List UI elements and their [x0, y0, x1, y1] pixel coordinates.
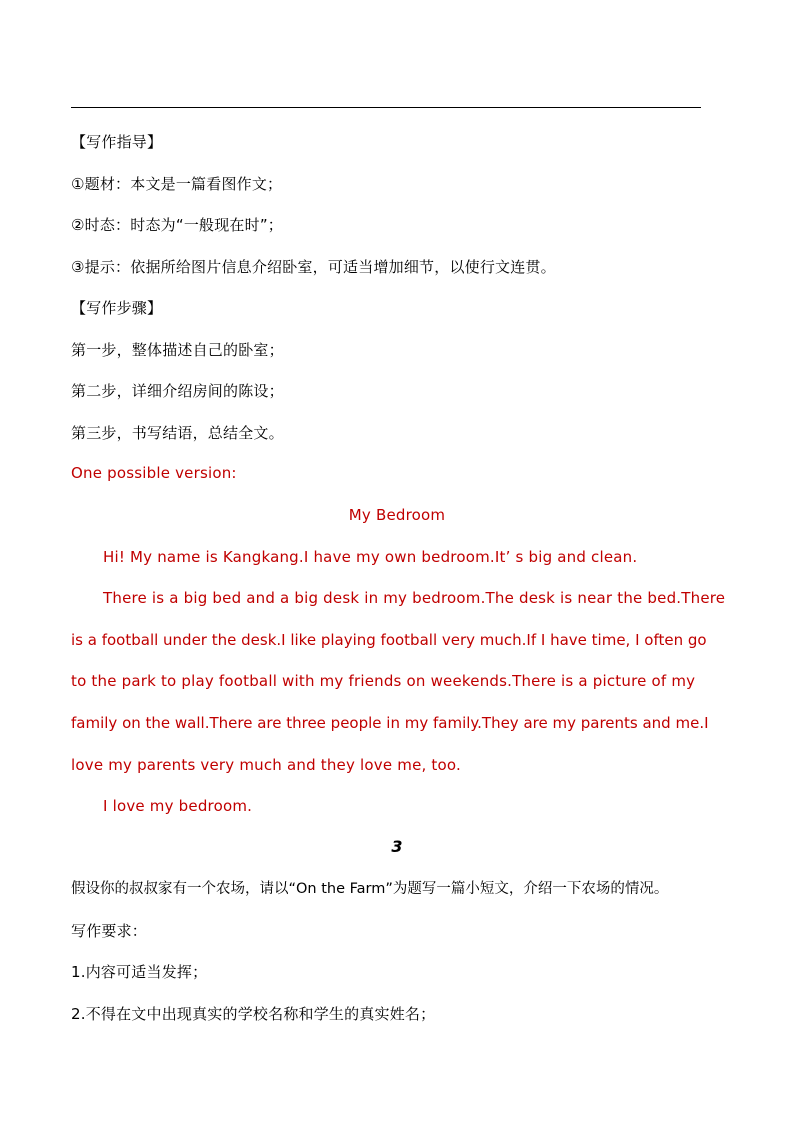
sample-line-5: family on the wall.There are three people in my family.They are my parents and me.I	[71, 714, 709, 732]
task-prompt: 假设你的叔叔家有一个农场，请以“On the Farm”为题写一篇小短文，介绍一下农场的情况。	[71, 881, 669, 897]
sample-line-4: to the park to play football with my friends on weekends.There is a picture of my	[71, 672, 696, 690]
sample-title: My Bedroom	[348, 506, 446, 524]
sample-line-7: I love my bedroom.	[103, 797, 253, 815]
sample-line-3: is a football under the desk.I like playing football very much.If I have time, I often go	[71, 631, 707, 649]
step-2: 第二步，详细介绍房间的陈设；	[71, 382, 284, 400]
task-number: 3	[391, 837, 403, 856]
step-3: 第三步，书写结语，总结全文。	[71, 424, 284, 442]
guide-item-3: ③提示：依据所给图片信息介绍卧室，可适当增加细节，以使行文连贯。	[71, 258, 556, 276]
steps-heading: 【写作步骤】	[71, 299, 163, 317]
requirements-heading: 写作要求：	[71, 922, 148, 940]
guide-item-2: ②时态：时态为“一般现在时”；	[71, 216, 283, 234]
sample-line-2: There is a big bed and a big desk in my bedroom.The desk is near the bed.There	[103, 589, 726, 607]
sample-line-6: love my parents very much and they love me, too.	[71, 756, 461, 774]
step-1: 第一步，整体描述自己的卧室；	[71, 341, 284, 359]
header-rule	[71, 107, 701, 108]
requirement-2: 2.不得在文中出现真实的学校名称和学生的真实姓名；	[71, 1005, 436, 1023]
guide-heading: 【写作指导】	[71, 133, 163, 151]
sample-line-1: Hi! My name is Kangkang.I have my own bedroom.It’ s big and clean.	[103, 548, 638, 566]
sample-label: One possible version:	[71, 464, 237, 482]
requirement-1: 1.内容可适当发挥；	[71, 963, 208, 981]
guide-item-1: ①题材：本文是一篇看图作文；	[71, 175, 283, 193]
